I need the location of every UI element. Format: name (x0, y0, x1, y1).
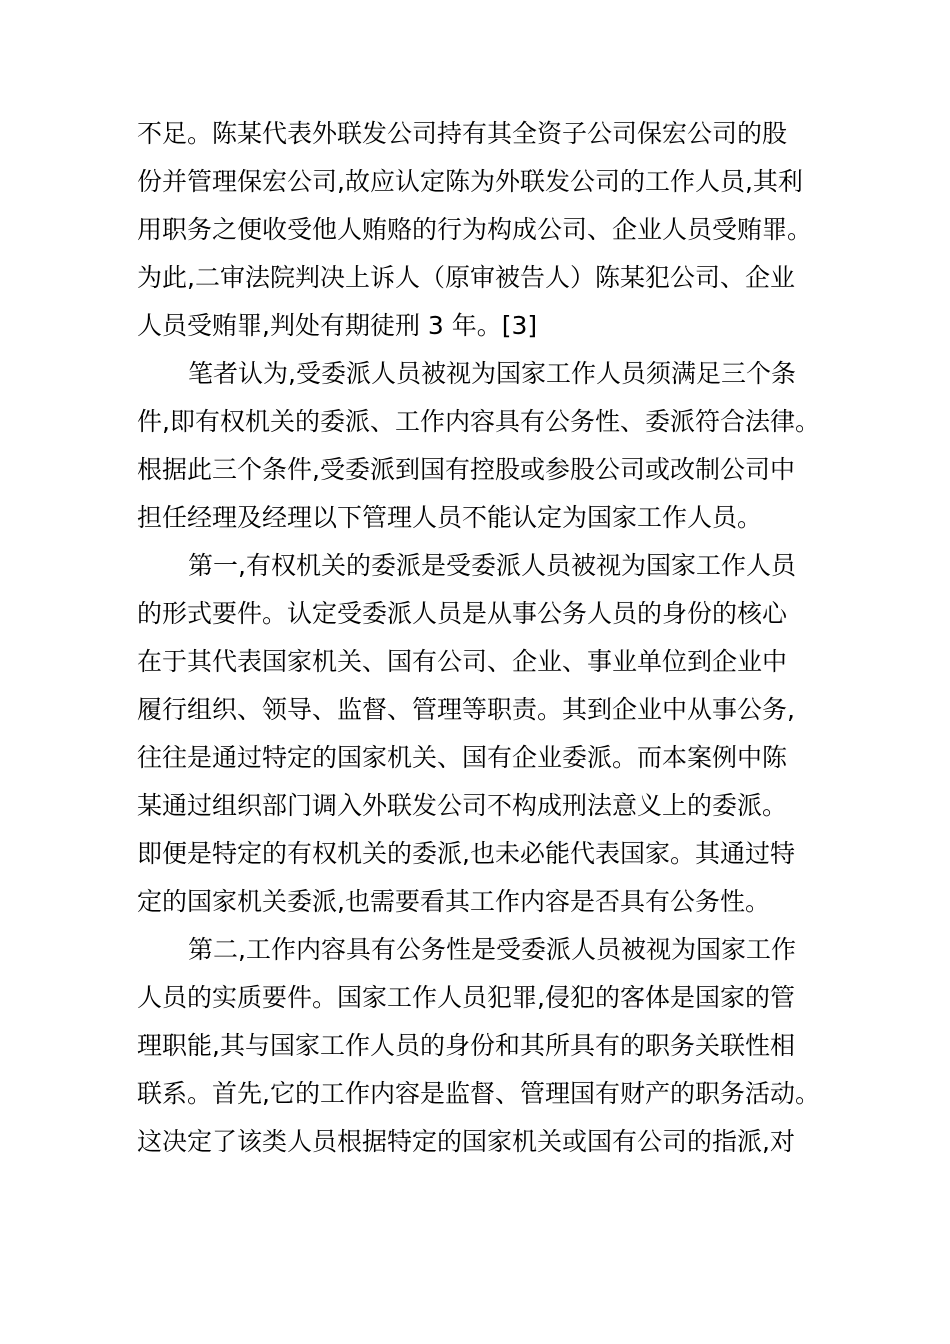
text-line: 在于其代表国家机关、国有公司、企业、事业单位到企业中 (137, 647, 788, 676)
paragraph-3 (137, 542, 827, 926)
text-line: 人员受贿罪,判处有期徒刑 3 年。[3] (137, 311, 538, 340)
text-line-indented: 第二,工作内容具有公务性是受委派人员被视为国家工作 (188, 935, 796, 964)
text-line-indented: 第一,有权机关的委派是受委派人员被视为国家工作人员 (188, 551, 796, 580)
paragraph-2 (137, 350, 827, 542)
text-line: 根据此三个条件,受委派到国有控股或参股公司或改制公司中 (137, 455, 795, 484)
text-line: 份并管理保宏公司,故应认定陈为外联发公司的工作人员,其利 (137, 167, 803, 196)
text-line: 担任经理及经理以下管理人员不能认定为国家工作人员。 (137, 503, 763, 532)
text-line: 往往是通过特定的国家机关、国有企业委派。而本案例中陈 (137, 743, 788, 772)
text-line: 定的国家机关委派,也需要看其工作内容是否具有公务性。 (137, 887, 770, 916)
text-line: 人员的实质要件。国家工作人员犯罪,侵犯的客体是国家的管 (137, 983, 795, 1012)
text-line-indented: 笔者认为,受委派人员被视为国家工作人员须满足三个条 (188, 359, 796, 388)
paragraph-4 (137, 926, 827, 1166)
text-line: 件,即有权机关的委派、工作内容具有公务性、委派符合法律。 (137, 407, 820, 436)
text-line: 某通过组织部门调入外联发公司不构成刑法意义上的委派。 (137, 791, 788, 820)
text-line: 理职能,其与国家工作人员的身份和其所具有的职务关联性相 (137, 1031, 795, 1060)
text-line: 为此,二审法院判决上诉人（原审被告人）陈某犯公司、企业 (137, 263, 795, 292)
text-line: 履行组织、领导、监督、管理等职责。其到企业中从事公务, (137, 695, 795, 724)
document-body (137, 110, 827, 1166)
text-line: 即便是特定的有权机关的委派,也未必能代表国家。其通过特 (137, 839, 795, 868)
paragraph-1 (137, 110, 827, 350)
text-line: 这决定了该类人员根据特定的国家机关或国有公司的指派,对 (137, 1127, 795, 1156)
text-line: 的形式要件。认定受委派人员是从事公务人员的身份的核心 (137, 599, 788, 628)
text-line: 联系。首先,它的工作内容是监督、管理国有财产的职务活动。 (137, 1079, 820, 1108)
text-line: 不足。陈某代表外联发公司持有其全资子公司保宏公司的股 (137, 119, 788, 148)
text-line: 用职务之便收受他人贿赂的行为构成公司、企业人员受贿罪。 (137, 215, 813, 244)
